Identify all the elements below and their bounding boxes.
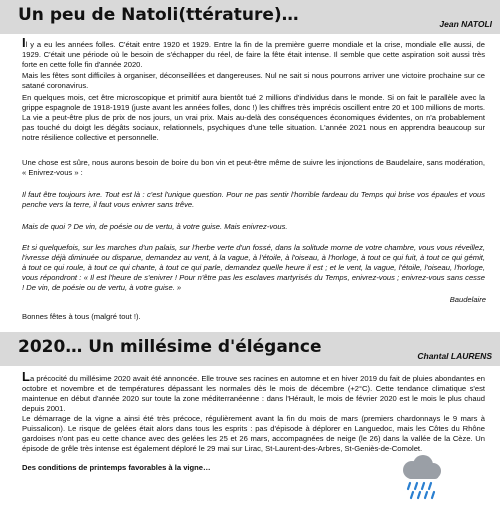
hail-cloud-icon <box>398 455 444 500</box>
section-author: Chantal LAURENS <box>417 351 492 361</box>
paragraph-intro: Il y a eu les années folles. C'était entre 1920 et 1929. Entre la fin de la première guerre mondiale et la crise, mondiale elle aussi, de 1929. C'était une période où le besoin de s'échapper du réel, de faire la fête était intense. Il semble que cette aspiration soit aussi très forte en cette folle fin d'année 2020. <box>22 35 485 69</box>
paragraph: Une chose est sûre, nous aurons besoin de boire du bon vin et peut-être même de suivre les injonctions de Baudelaire, sans modération, « Enivrez-vous » : <box>22 158 485 177</box>
paragraph: Mais les fêtes sont difficiles à organiser, déconseillées et dangereuses. Nul ne sait si nous pourrons arriver une victoire prochaine sur ce satané coronavirus. <box>22 71 485 90</box>
section-author: Jean NATOLI <box>439 19 492 29</box>
drop-cap: I <box>22 35 26 50</box>
paragraph: En quelques mois, cet être microscopique et primitif aura bientôt tué 2 millions d'individus dans le monde. Si on fait le parallèle avec la grippe espagnole de 1918-1919 (juste avant les années folles, donc !) les chiffres très imprécis oscillent entre 20 et 100 millions de morts. La vie a peut-être plus de prix de nos jours, un vrai prix. Mais au-delà des conséquences économiques évidentes, on n'a probablement pas touché du doigt les dégâts sociaux, relationnels, psychiques d'une telle situation. L'année 2021 nous en apprendra beaucoup sur notre résilience collective et personnelle. <box>22 93 485 142</box>
closing-line: Bonnes fêtes à tous (malgré tout !). <box>22 312 141 321</box>
paragraph-intro: La précocité du millésime 2020 avait été annoncée. Elle trouve ses racines en automne et en hiver 2019 du fait de pluies abondantes en octobre et novembre et de températures dépassant les normales dès le mois de décembre (+2°C). Cette tendance climatique s'est maintenue en début d'année 2020 sur toute la zone méditerranéenne : dans l'Hérault, le mois de février 2020 est le mois le plus chaud depuis 2001. <box>22 369 485 413</box>
section-title: Un peu de Natoli(ttérature)… <box>18 5 299 25</box>
section-title: 2020… Un millésime d'élégance <box>18 337 322 357</box>
subheading: Des conditions de printemps favorables à la vigne… <box>22 463 211 472</box>
quote-paragraph: Et si quelquefois, sur les marches d'un palais, sur l'herbe verte d'un fossé, dans la solitude morne de votre chambre, vous vous réveillez, l'ivresse déjà diminuée ou disparue, demandez au vent, à la vague, à l'étoile, à l'oiseau, à l'horloge, à tout ce qui fuit, à tout ce qui gémit, à tout ce qui roule, à tout ce qui chante, à tout ce qui parle, demandez quelle heure il est ; et le vent, la vague, l'étoile, l'oiseau, l'horloge, vous répondront : « Il est l'heure de s'enivrer ! Pour n'être pas les esclaves martyrisés du Temps, enivrez-vous ; enivrez-vous sans cesse ! De vin, de poésie ou de vertu, à votre guise. » <box>22 243 485 292</box>
quote-paragraph: Il faut être toujours ivre. Tout est là : c'est l'unique question. Pour ne pas sentir l'horrible fardeau du Temps qui brise vos épaules et vous penche vers la terre, il faut vous enivrer sans trêve. <box>22 190 485 209</box>
quote-paragraph: Mais de quoi ? De vin, de poésie ou de vertu, à votre guise. Mais enivrez-vous. <box>22 222 288 231</box>
quote-signature: Baudelaire <box>449 295 486 304</box>
section-banner-natoli <box>0 0 500 34</box>
drop-cap: L <box>22 369 30 384</box>
paragraph: Le démarrage de la vigne a ainsi été très précoce, régulièrement avant la fin du mois de mars (premiers chardonnays le 9 mars à Puissalicon). Le risque de gelées était alors dans tous les esprits : pas d'épisode à déplorer en Languedoc, mais les Côtes du Rhône gardoises n'ont pas eu cette chance avec des gelées les 25 et 26 mars, accompagnées de neige (le 26) dans la vallée de la Cèze. Un épisode de grêle très intense est également déploré le 29 mai sur Lirac, St-Laurent-des-Arbres, St-Geniès-de-Comolet. <box>22 414 485 453</box>
section-banner-laurens <box>0 332 500 366</box>
